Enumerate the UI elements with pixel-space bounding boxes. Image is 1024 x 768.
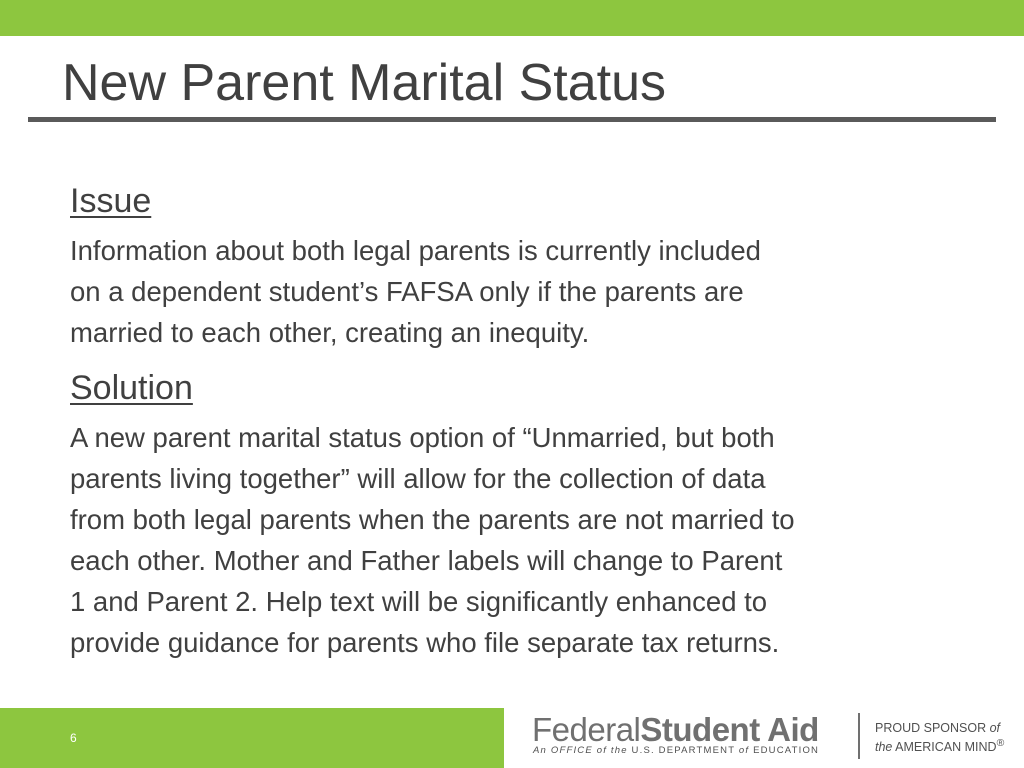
solution-heading: Solution [70, 369, 193, 407]
tagline-part: of the [596, 745, 628, 756]
title-divider [28, 117, 996, 122]
logo-wordmark-regular: Federal [532, 711, 641, 748]
tagline-part: of [738, 745, 750, 756]
top-accent-bar [0, 0, 1024, 36]
sponsor-text-part: AMERICAN MIND [892, 740, 997, 755]
tagline-part: EDUCATION [749, 745, 820, 756]
tagline-part: An OFFICE [533, 745, 597, 756]
sponsor-line-1 [875, 720, 1004, 736]
issue-heading: Issue [70, 182, 152, 220]
paragraph-line: provide guidance for parents who file separate tax returns. [70, 627, 780, 658]
paragraph-line: each other. Mother and Father labels will change to Parent [70, 545, 783, 576]
paragraph-line: married to each other, creating an inequity. [70, 317, 590, 348]
logo-wordmark-bold: Student Aid [640, 711, 819, 748]
slide-title: New Parent Marital Status [62, 54, 667, 112]
sponsor-text-part: of [989, 721, 1001, 735]
logo-divider [858, 713, 860, 759]
paragraph-line: A new parent marital status option of “Unmarried, but both [70, 422, 775, 453]
paragraph-line: from both legal parents when the parents are not married to [70, 504, 795, 535]
paragraph-line: parents living together” will allow for the collection of data [70, 463, 766, 494]
solution-section [70, 365, 990, 663]
registered-mark: ® [996, 738, 1005, 749]
paragraph-line: 1 and Parent 2. Help text will be significantly enhanced to [70, 586, 768, 617]
sponsor-text-part: the [875, 740, 893, 755]
sponsor-text-part: PROUD SPONSOR [875, 721, 990, 735]
sponsor-line-2 [875, 736, 1004, 755]
federal-student-aid-logo [530, 708, 1024, 768]
paragraph-line: on a dependent student’s FAFSA only if the parents are [70, 276, 744, 307]
slide-content [70, 178, 990, 675]
issue-paragraph [70, 230, 990, 353]
logo-tagline [533, 745, 819, 756]
logo-wordmark [532, 710, 819, 750]
tagline-part: U.S. DEPARTMENT [627, 745, 739, 756]
sponsor-text [875, 720, 1004, 755]
issue-section [70, 178, 990, 353]
paragraph-line: Information about both legal parents is currently included [70, 235, 761, 266]
solution-paragraph [70, 417, 990, 663]
page-number: 6 [70, 731, 77, 745]
